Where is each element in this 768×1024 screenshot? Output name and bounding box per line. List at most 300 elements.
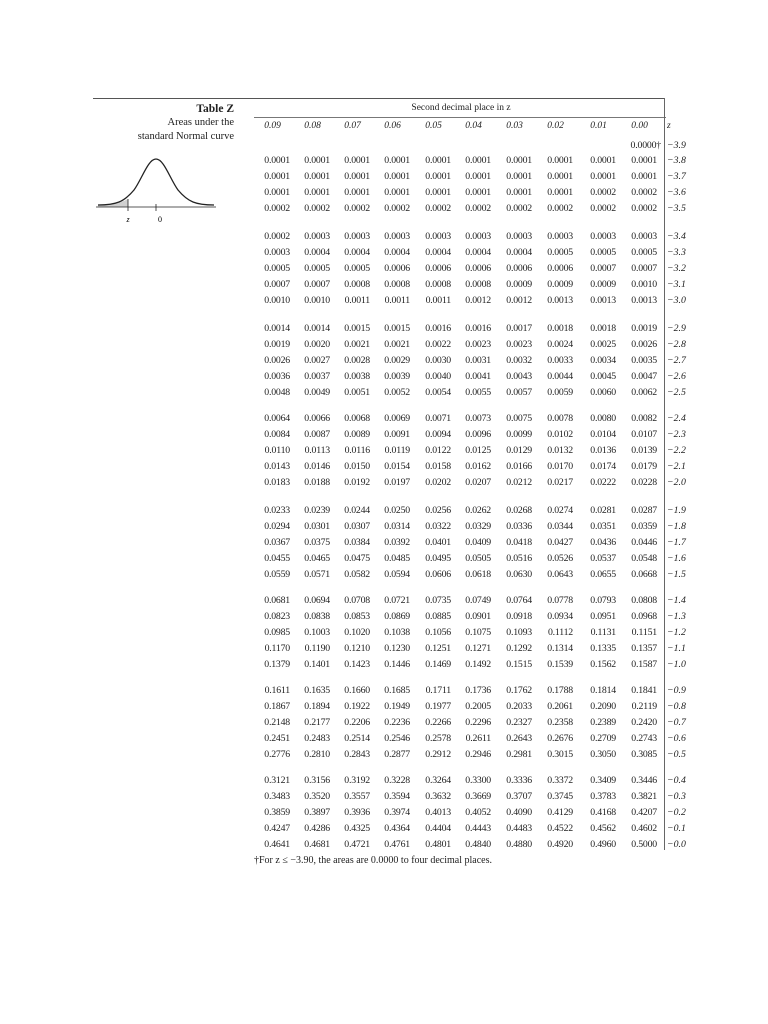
table-cell: 0.0007: [631, 262, 657, 274]
table-cell: 0.0018: [590, 323, 616, 334]
table-block: [254, 230, 694, 309]
table-cell: 0.0073: [465, 413, 491, 424]
table-cell: 0.4364: [384, 822, 410, 834]
table-cell: 0.0060: [590, 386, 616, 398]
table-cell: 0.1539: [547, 658, 573, 670]
table-cell: 0.0069: [384, 413, 410, 424]
table-row: [254, 202, 694, 218]
table-cell: 0.4960: [590, 838, 616, 850]
table-cell: 0.3015: [547, 748, 573, 760]
table-cell: 0.0007: [264, 278, 290, 290]
table-cell: 0.0000†: [630, 140, 661, 151]
table-cell: 0.0003: [344, 231, 370, 242]
table-cell: 0.0033: [547, 354, 573, 366]
table-cell: 0.0005: [631, 246, 657, 258]
table-row: [254, 412, 694, 428]
table-row: [254, 610, 694, 626]
table-cell: 0.0001: [465, 186, 491, 198]
table-cell: 0.1922: [344, 700, 370, 712]
table-cell: 0.0681: [264, 595, 290, 606]
table-cell: 0.0113: [304, 444, 330, 456]
table-cell: 0.0019: [264, 338, 290, 350]
table-cell: 0.0004: [506, 246, 532, 258]
table-cell: 0.1814: [590, 685, 616, 696]
table-cell: 0.1038: [384, 626, 410, 638]
table-cell: 0.0268: [506, 505, 532, 516]
table-row: [254, 428, 694, 444]
table-cell: 0.2843: [344, 748, 370, 760]
table-cell: 0.1977: [425, 700, 451, 712]
table-row: [254, 322, 694, 338]
table-cell: 0.0031: [465, 354, 491, 366]
table-cell: 0.0001: [631, 155, 657, 166]
col-header: 0.02: [547, 121, 564, 131]
table-cell: 0.4286: [304, 822, 330, 834]
table-cell: 0.0329: [465, 520, 491, 532]
table-cell: 0.0749: [465, 595, 491, 606]
table-row: [254, 684, 694, 700]
table-cell: 0.0015: [344, 323, 370, 334]
table-cell: 0.0001: [631, 170, 657, 182]
table-row: [254, 294, 694, 310]
table-cell: 0.0001: [506, 170, 532, 182]
table-cell: 0.2148: [264, 716, 290, 728]
table-cell: 0.3821: [631, 790, 657, 802]
table-cell: 0.0721: [384, 595, 410, 606]
table-cell: 0.0002: [547, 202, 573, 214]
table-cell: 0.4483: [506, 822, 532, 834]
table-cell: 0.0102: [547, 428, 573, 440]
table-cell: 0.0548: [631, 552, 657, 564]
table-cell: 0.0158: [425, 460, 451, 472]
table-cell: 0.0505: [465, 552, 491, 564]
table-cell: 0.0049: [304, 386, 330, 398]
table-cell: 0.2946: [465, 748, 491, 760]
table-cell: 0.0062: [631, 386, 657, 398]
curve-zero-label: 0: [158, 215, 162, 224]
table-cell: 0.0146: [304, 460, 330, 472]
table-row: [254, 338, 694, 354]
table-cell: 0.3632: [425, 790, 451, 802]
table-cell: 0.0516: [506, 552, 532, 564]
table-cell: 0.0045: [590, 370, 616, 382]
table-row: [254, 476, 694, 492]
z-value: −2.4: [667, 413, 686, 424]
table-cell: 0.0001: [384, 155, 410, 166]
table-cell: 0.1423: [344, 658, 370, 670]
table-cell: 0.1587: [631, 658, 657, 670]
first-row: [254, 139, 694, 155]
table-cell: 0.2912: [425, 748, 451, 760]
table-cell: 0.0039: [384, 370, 410, 382]
table-cell: 0.0537: [590, 552, 616, 564]
table-cell: 0.0174: [590, 460, 616, 472]
table-cell: 0.0001: [425, 186, 451, 198]
table-cell: 0.0028: [344, 354, 370, 366]
table-cell: 0.0764: [506, 595, 532, 606]
table-cell: 0.0129: [506, 444, 532, 456]
table-cell: 0.0071: [425, 413, 451, 424]
table-cell: 0.0043: [506, 370, 532, 382]
table-block: [254, 322, 694, 401]
table-cell: 0.0150: [344, 460, 370, 472]
table-cell: 0.0344: [547, 520, 573, 532]
table-row: [254, 774, 694, 790]
table-cell: 0.0116: [344, 444, 370, 456]
table-cell: 0.4721: [344, 838, 370, 850]
table-cell: 0.0023: [465, 338, 491, 350]
table-cell: 0.0853: [344, 610, 370, 622]
table-cell: 0.0170: [547, 460, 573, 472]
table-cell: 0.0009: [547, 278, 573, 290]
z-value: −0.1: [667, 822, 686, 834]
table-cell: 0.0011: [384, 294, 410, 306]
table-cell: 0.0436: [590, 536, 616, 548]
table-cell: 0.0901: [465, 610, 491, 622]
z-value: −0.2: [667, 806, 686, 818]
table-cell: 0.0968: [631, 610, 657, 622]
table-cell: 0.0084: [264, 428, 290, 440]
z-value: −1.7: [667, 536, 686, 548]
table-cell: 0.0002: [384, 202, 410, 214]
table-cell: 0.0048: [264, 386, 290, 398]
table-cell: 0.0104: [590, 428, 616, 440]
table-cell: 0.0212: [506, 476, 532, 488]
table-row: [254, 552, 694, 568]
table-cell: 0.1112: [547, 626, 573, 638]
table-cell: 0.2483: [304, 732, 330, 744]
table-cell: 0.0262: [465, 505, 491, 516]
table-cell: 0.0038: [344, 370, 370, 382]
table-cell: 0.0228: [631, 476, 657, 488]
table-cell: 0.0001: [590, 170, 616, 182]
table-cell: 0.0192: [344, 476, 370, 488]
table-cell: 0.1562: [590, 658, 616, 670]
table-cell: 0.0001: [344, 170, 370, 182]
z-value: −0.3: [667, 790, 686, 802]
table-row: [254, 822, 694, 838]
table-cell: 0.4325: [344, 822, 370, 834]
table-cell: 0.0281: [590, 505, 616, 516]
table-caption: [100, 102, 234, 144]
table-cell: 0.1151: [631, 626, 657, 638]
table-cell: 0.3520: [304, 790, 330, 802]
table-cell: 0.0016: [425, 323, 451, 334]
table-cell: 0.0006: [384, 262, 410, 274]
table-cell: 0.0934: [547, 610, 573, 622]
table-block: [254, 154, 694, 218]
table-cell: 0.0008: [384, 278, 410, 290]
table-cell: 0.4404: [425, 822, 451, 834]
table-cell: 0.0001: [344, 186, 370, 198]
columns-title: Second decimal place in z: [411, 103, 511, 113]
table-cell: 0.0001: [506, 155, 532, 166]
table-cell: 0.1314: [547, 642, 573, 654]
table-cell: 0.0025: [590, 338, 616, 350]
table-cell: 0.1230: [384, 642, 410, 654]
table-cell: 0.0485: [384, 552, 410, 564]
table-cell: 0.3669: [465, 790, 491, 802]
table-row: [254, 658, 694, 674]
table-cell: 0.2061: [547, 700, 573, 712]
table-cell: 0.3446: [631, 775, 657, 786]
curve-z-label: z: [126, 215, 130, 224]
table-cell: 0.0001: [304, 186, 330, 198]
table-cell: 0.0021: [384, 338, 410, 350]
table-cell: 0.2296: [465, 716, 491, 728]
table-cell: 0.0018: [547, 323, 573, 334]
table-cell: 0.2578: [425, 732, 451, 744]
z-value: −1.5: [667, 568, 686, 580]
table-cell: 0.0197: [384, 476, 410, 488]
col-header: 0.08: [304, 121, 321, 131]
table-cell: 0.0027: [304, 354, 330, 366]
table-cell: 0.0055: [465, 386, 491, 398]
col-header: 0.06: [384, 121, 401, 131]
table-cell: 0.0571: [304, 568, 330, 580]
table-cell: 0.0143: [264, 460, 290, 472]
table-cell: 0.0029: [384, 354, 410, 366]
z-value: −0.0: [667, 838, 686, 850]
table-cell: 0.0010: [631, 278, 657, 290]
z-value: −3.4: [667, 231, 686, 242]
table-row: [254, 444, 694, 460]
z-value: −1.6: [667, 552, 686, 564]
table-cell: 0.0006: [425, 262, 451, 274]
table-cell: 0.3336: [506, 775, 532, 786]
table-cell: 0.0013: [590, 294, 616, 306]
table-cell: 0.0427: [547, 536, 573, 548]
table-cell: 0.0793: [590, 595, 616, 606]
table-cell: 0.0078: [547, 413, 573, 424]
table-cell: 0.1635: [304, 685, 330, 696]
table-cell: 0.0256: [425, 505, 451, 516]
table-cell: 0.0003: [425, 231, 451, 242]
table-cell: 0.1075: [465, 626, 491, 638]
table-cell: 0.2090: [590, 700, 616, 712]
table-cell: 0.0008: [465, 278, 491, 290]
table-cell: 0.3557: [344, 790, 370, 802]
table-cell: 0.0005: [547, 246, 573, 258]
table-cell: 0.0005: [590, 246, 616, 258]
table-cell: 0.0495: [425, 552, 451, 564]
z-value: −1.1: [667, 642, 686, 654]
table-cell: 0.0375: [304, 536, 330, 548]
table-cell: 0.0002: [590, 186, 616, 198]
table-row: [254, 246, 694, 262]
table-cell: 0.4840: [465, 838, 491, 850]
table-cell: 0.3300: [465, 775, 491, 786]
table-cell: 0.0047: [631, 370, 657, 382]
table-cell: 0.0418: [506, 536, 532, 548]
table-cell: 0.0188: [304, 476, 330, 488]
table-cell: 0.0013: [631, 294, 657, 306]
table-cell: 0.0122: [425, 444, 451, 456]
table-cell: 0.0001: [304, 170, 330, 182]
table-cell: 0.0014: [304, 323, 330, 334]
table-cell: 0.4562: [590, 822, 616, 834]
table-cell: 0.2389: [590, 716, 616, 728]
table-cell: 0.0582: [344, 568, 370, 580]
footnote: †For z ≤ −3.90, the areas are 0.0000 to four decimal places.: [254, 855, 492, 866]
table-cell: 0.2033: [506, 700, 532, 712]
z-value: −3.7: [667, 170, 686, 182]
table-cell: 0.0465: [304, 552, 330, 564]
table-cell: 0.0179: [631, 460, 657, 472]
z-value: −2.5: [667, 386, 686, 398]
table-row: [254, 170, 694, 186]
table-cell: 0.0066: [304, 413, 330, 424]
table-cell: 0.1492: [465, 658, 491, 670]
table-cell: 0.0694: [304, 595, 330, 606]
table-cell: 0.2776: [264, 748, 290, 760]
table-cell: 0.0005: [264, 262, 290, 274]
table-cell: 0.0002: [304, 202, 330, 214]
table-cell: 0.2709: [590, 732, 616, 744]
table-cell: 0.1711: [425, 685, 451, 696]
table-cell: 0.2743: [631, 732, 657, 744]
table-cell: 0.0154: [384, 460, 410, 472]
table-cell: 0.0080: [590, 413, 616, 424]
z-value: −3.5: [667, 202, 686, 214]
table-cell: 0.3264: [425, 775, 451, 786]
table-cell: 0.3859: [264, 806, 290, 818]
table-cell: 0.3936: [344, 806, 370, 818]
table-cell: 0.0003: [506, 231, 532, 242]
table-cell: 0.1335: [590, 642, 616, 654]
table-cell: 0.0001: [465, 170, 491, 182]
table-cell: 0.3594: [384, 790, 410, 802]
table-cell: 0.0222: [590, 476, 616, 488]
table-cell: 0.1788: [547, 685, 573, 696]
table-cell: 0.0054: [425, 386, 451, 398]
table-row: [254, 700, 694, 716]
table-cell: 0.0041: [465, 370, 491, 382]
table-cell: 0.3050: [590, 748, 616, 760]
table-cell: 0.1292: [506, 642, 532, 654]
table-cell: 0.0166: [506, 460, 532, 472]
table-cell: 0.0287: [631, 505, 657, 516]
table-cell: 0.0002: [631, 202, 657, 214]
table-row: [254, 139, 694, 155]
z-value: −1.9: [667, 505, 686, 516]
table-cell: 0.0409: [465, 536, 491, 548]
header-rule: [254, 117, 666, 118]
table-cell: 0.0668: [631, 568, 657, 580]
table-cell: 0.4681: [304, 838, 330, 850]
table-cell: 0.1003: [304, 626, 330, 638]
z-value: −2.3: [667, 428, 686, 440]
table-row: [254, 642, 694, 658]
table-cell: 0.2611: [465, 732, 491, 744]
table-cell: 0.0044: [547, 370, 573, 382]
table-cell: 0.3745: [547, 790, 573, 802]
table-cell: 0.0002: [631, 186, 657, 198]
table-cell: 0.4761: [384, 838, 410, 850]
table-row: [254, 626, 694, 642]
table-cell: 0.4920: [547, 838, 573, 850]
table-cell: 0.4641: [264, 838, 290, 850]
table-cell: 0.0007: [590, 262, 616, 274]
table-cell: 0.0075: [506, 413, 532, 424]
table-row: [254, 790, 694, 806]
table-row: [254, 278, 694, 294]
table-cell: 0.0401: [425, 536, 451, 548]
table-cell: 0.0004: [304, 246, 330, 258]
z-value: −2.2: [667, 444, 686, 456]
table-row: [254, 230, 694, 246]
table-cell: 0.2327: [506, 716, 532, 728]
table-cell: 0.2005: [465, 700, 491, 712]
table-cell: 0.0885: [425, 610, 451, 622]
table-row: [254, 568, 694, 584]
z-value: −0.6: [667, 732, 686, 744]
table-cell: 0.0059: [547, 386, 573, 398]
z-value: −0.9: [667, 685, 686, 696]
z-value: −1.3: [667, 610, 686, 622]
col-header: 0.09: [264, 121, 281, 131]
table-cell: 0.0001: [384, 186, 410, 198]
table-row: [254, 520, 694, 536]
table-cell: 0.4602: [631, 822, 657, 834]
table-cell: 0.1357: [631, 642, 657, 654]
table-cell: 0.0012: [506, 294, 532, 306]
table-cell: 0.0778: [547, 595, 573, 606]
table-cell: 0.3156: [304, 775, 330, 786]
table-cell: 0.0002: [264, 202, 290, 214]
z-value: −3.3: [667, 246, 686, 258]
table-cell: 0.3085: [631, 748, 657, 760]
table-cell: 0.0089: [344, 428, 370, 440]
table-cell: 0.1379: [264, 658, 290, 670]
table-cell: 0.0010: [264, 294, 290, 306]
table-row: [254, 186, 694, 202]
table-cell: 0.1131: [590, 626, 616, 638]
z-value: −2.7: [667, 354, 686, 366]
table-cell: 0.0002: [506, 202, 532, 214]
table-cell: 0.0024: [547, 338, 573, 350]
table-cell: 0.0307: [344, 520, 370, 532]
z-value: −3.1: [667, 278, 686, 290]
col-header: 0.01: [590, 121, 607, 131]
table-cell: 0.3409: [590, 775, 616, 786]
table-cell: 0.0005: [344, 262, 370, 274]
table-cell: 0.0239: [304, 505, 330, 516]
table-cell: 0.1685: [384, 685, 410, 696]
table-cell: 0.0455: [264, 552, 290, 564]
z-value: −2.0: [667, 476, 686, 488]
table-cell: 0.3707: [506, 790, 532, 802]
table-cell: 0.0475: [344, 552, 370, 564]
table-cell: 0.2451: [264, 732, 290, 744]
table-cell: 0.0136: [590, 444, 616, 456]
table-cell: 0.0091: [384, 428, 410, 440]
table-cell: 0.0446: [631, 536, 657, 548]
table-cell: 0.0034: [590, 354, 616, 366]
table-title: Table Z: [196, 103, 234, 115]
table-cell: 0.4801: [425, 838, 451, 850]
table-cell: 0.0011: [425, 294, 451, 306]
table-cell: 0.1949: [384, 700, 410, 712]
table-cell: 0.3483: [264, 790, 290, 802]
table-cell: 0.0139: [631, 444, 657, 456]
table-cell: 0.4168: [590, 806, 616, 818]
z-value: −0.5: [667, 748, 686, 760]
top-rule: [93, 98, 665, 99]
table-cell: 0.0001: [264, 170, 290, 182]
table-cell: 0.0244: [344, 505, 370, 516]
table-cell: 0.0559: [264, 568, 290, 580]
